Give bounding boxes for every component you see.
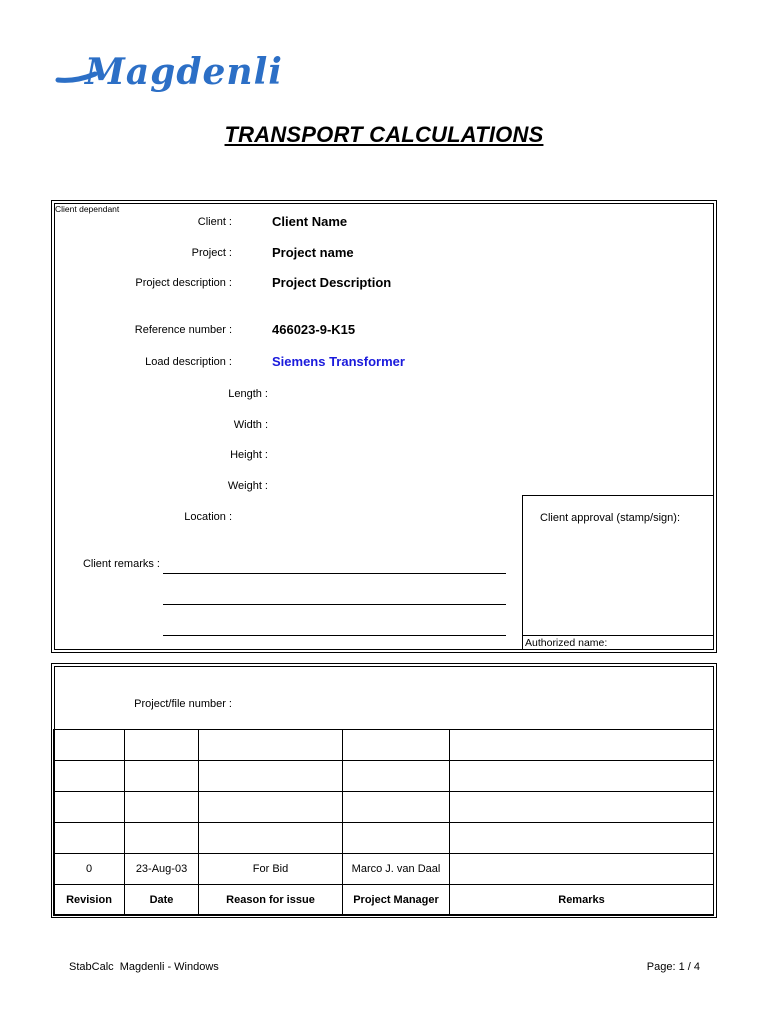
remarks-line-1 xyxy=(163,573,506,574)
load-description-value: Siemens Transformer xyxy=(272,354,405,369)
revision-header: Revision xyxy=(54,885,125,916)
table-cell xyxy=(199,792,343,823)
table-cell xyxy=(199,761,343,792)
table-cell xyxy=(343,730,450,761)
project-file-number-label: Project/file number : xyxy=(134,698,232,710)
revision-table xyxy=(53,729,714,916)
footer-page-number: Page: 1 / 4 xyxy=(646,961,700,973)
client-approval-box xyxy=(522,495,714,649)
width-label: Width : xyxy=(233,419,268,431)
table-cell xyxy=(450,792,714,823)
height-label: Height : xyxy=(230,449,268,461)
remarks-line-2 xyxy=(163,604,506,605)
table-cell xyxy=(54,761,125,792)
table-cell xyxy=(343,823,450,854)
project-value: Project name xyxy=(272,245,354,260)
table-cell xyxy=(450,823,714,854)
weight-label: Weight : xyxy=(227,480,268,492)
client-value: Client Name xyxy=(272,214,348,229)
client-label: Client : xyxy=(197,216,232,228)
table-cell xyxy=(54,730,125,761)
approval-label: Client approval (stamp/sign): xyxy=(540,512,681,524)
table-cell xyxy=(199,823,343,854)
authorized-name-label: Authorized name: xyxy=(525,637,608,649)
document-title: TRANSPORT CALCULATIONS xyxy=(224,122,544,147)
table-row xyxy=(54,823,714,854)
client-dependant-tag: Client dependant xyxy=(55,204,120,214)
reason-value: For Bid xyxy=(199,854,343,885)
table-cell xyxy=(125,761,199,792)
reference-number-label: Reference number : xyxy=(134,324,232,336)
table-cell xyxy=(343,792,450,823)
table-cell xyxy=(199,730,343,761)
table-cell xyxy=(125,792,199,823)
table-cell xyxy=(54,792,125,823)
table-row xyxy=(54,730,714,761)
table-cell xyxy=(450,730,714,761)
table-row xyxy=(54,792,714,823)
table-cell xyxy=(54,823,125,854)
table-header-row xyxy=(54,885,714,916)
table-cell xyxy=(125,823,199,854)
date-value: 23-Aug-03 xyxy=(125,854,199,885)
reference-number-value: 466023-9-K15 xyxy=(272,322,356,337)
location-label: Location : xyxy=(184,511,232,523)
length-label: Length : xyxy=(228,388,268,400)
company-logo xyxy=(55,52,305,100)
table-row xyxy=(54,761,714,792)
date-header: Date xyxy=(125,885,199,916)
client-remarks-label: Client remarks : xyxy=(82,558,160,570)
project-label: Project : xyxy=(191,247,232,259)
table-cell xyxy=(450,761,714,792)
project-manager-value: Marco J. van Daal xyxy=(343,854,450,885)
table-cell xyxy=(343,761,450,792)
remarks-line-3 xyxy=(163,635,506,636)
load-description-label: Load description : xyxy=(145,356,232,368)
project-description-value: Project Description xyxy=(272,275,392,290)
project-description-label: Project description : xyxy=(135,277,232,289)
table-cell xyxy=(125,730,199,761)
footer-left: StabCalc Magdenli - Windows xyxy=(69,961,219,973)
revision-value: 0 xyxy=(54,854,125,885)
remarks-value xyxy=(450,854,714,885)
remarks-header: Remarks xyxy=(450,885,714,916)
table-row xyxy=(54,854,714,885)
project-manager-header: Project Manager xyxy=(343,885,450,916)
reason-header: Reason for issue xyxy=(199,885,343,916)
svg-text:Magdenli: Magdenli xyxy=(85,52,283,93)
